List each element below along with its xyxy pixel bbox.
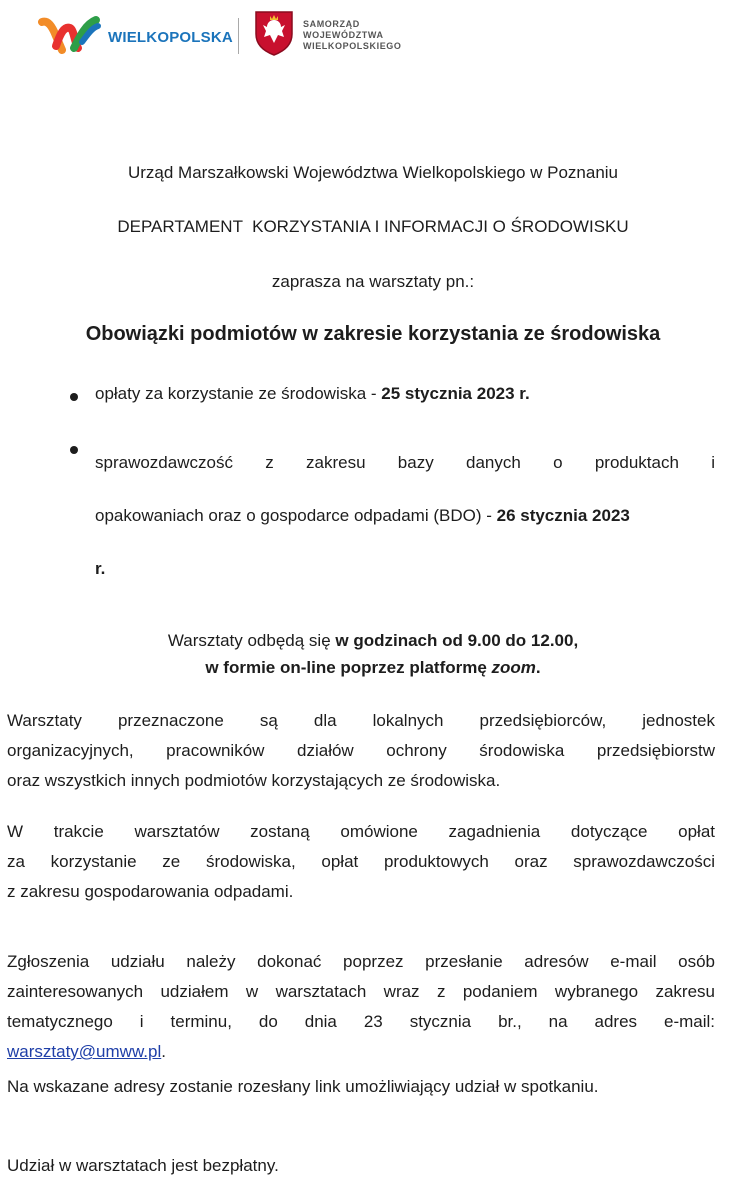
office-name: Urząd Marszałkowski Województwa Wielkopolskiego w Poznaniu — [127, 163, 619, 182]
paragraph-line: W trakcie warsztatów zostaną omówione zagadnienia dotyczące opłat — [7, 822, 715, 841]
paragraph-line: zainteresowanych udziałem w warsztatach wraz z podaniem wybranego zakresu — [7, 982, 715, 1001]
schedule-info — [0, 627, 746, 681]
paragraph-line: Warsztaty przeznaczone są dla lokalnych przedsiębiorców, jednostek — [7, 711, 715, 730]
item-date-tail: r. — [95, 559, 106, 578]
paragraph-line: za korzystanie ze środowiska, opłat produktowych oraz sprawozdawczości — [7, 852, 715, 871]
schedule-hours: w godzinach od 9.00 do 12.00, — [335, 631, 579, 650]
audience-paragraph — [7, 706, 715, 796]
schedule-form: w formie on-line poprzez platformę — [205, 658, 492, 677]
paragraph-line: Udział w warsztatach jest bezpłatny. — [7, 1156, 279, 1175]
bullet-icon — [70, 446, 78, 454]
schedule-dot: . — [535, 658, 541, 677]
wielkopolska-logo-icon — [38, 12, 102, 58]
item-text: opakowaniach oraz o gospodarce odpadami (BDO) - — [95, 506, 497, 525]
list-item — [95, 384, 530, 404]
org-line: WIELKOPOLSKIEGO — [303, 41, 402, 51]
schedule-lead: Warsztaty odbędą się — [167, 631, 336, 650]
item-date: 25 stycznia 2023 r. — [381, 384, 530, 403]
free-participation-paragraph — [7, 1151, 715, 1181]
org-line: WOJEWÓDZTWA — [303, 30, 384, 40]
paragraph-line: Zgłoszenia udziału należy dokonać poprzez przesłanie adresów e-mail osób — [7, 952, 715, 971]
paragraph-line: tematycznego i terminu, do dnia 23 stycznia br., na adres e-mail: — [7, 1012, 715, 1031]
paragraph-line — [7, 1037, 715, 1067]
invite-line: zaprasza na warsztaty pn.: — [271, 272, 475, 291]
list-item — [95, 436, 715, 595]
topics-paragraph — [7, 817, 715, 907]
paragraph-line: organizacyjnych, pracowników działów ochrony środowiska przedsiębiorstw — [7, 741, 715, 760]
schedule-line — [0, 654, 746, 681]
workshop-title: Obowiązki podmiotów w zakresie korzystania ze środowiska — [85, 323, 661, 345]
item-text: opłaty za korzystanie ze środowiska - — [95, 384, 382, 403]
item-text: sprawozdawczość z zakresu bazy danych o produktach i — [95, 453, 715, 472]
org-line: SAMORZĄD — [303, 19, 360, 29]
email-dot: . — [161, 1042, 166, 1061]
coat-of-arms-icon — [254, 10, 294, 56]
paragraph-line: Na wskazane adresy zostanie rozesłany link umożliwiający udział w spotkaniu. — [7, 1077, 599, 1096]
email-link[interactable]: warsztaty@umww.pl — [7, 1042, 162, 1061]
link-info-paragraph — [7, 1072, 715, 1102]
paragraph-line: z zakresu gospodarowania odpadami. — [7, 882, 294, 901]
schedule-line — [0, 627, 746, 654]
org-name — [303, 19, 402, 52]
item-date: 26 stycznia 2023 — [496, 506, 630, 525]
schedule-platform: zoom — [491, 658, 536, 677]
logo-divider — [238, 18, 239, 54]
brand-name: WIELKOPOLSKA — [108, 29, 233, 46]
bullet-icon — [70, 393, 78, 401]
signup-paragraph — [7, 947, 715, 1067]
department-name: DEPARTAMENT KORZYSTANIA I INFORMACJI O ŚRODOWISKU — [117, 217, 629, 236]
item-text-continued — [95, 489, 715, 542]
paragraph-line: oraz wszystkich innych podmiotów korzystających ze środowiska. — [7, 771, 501, 790]
